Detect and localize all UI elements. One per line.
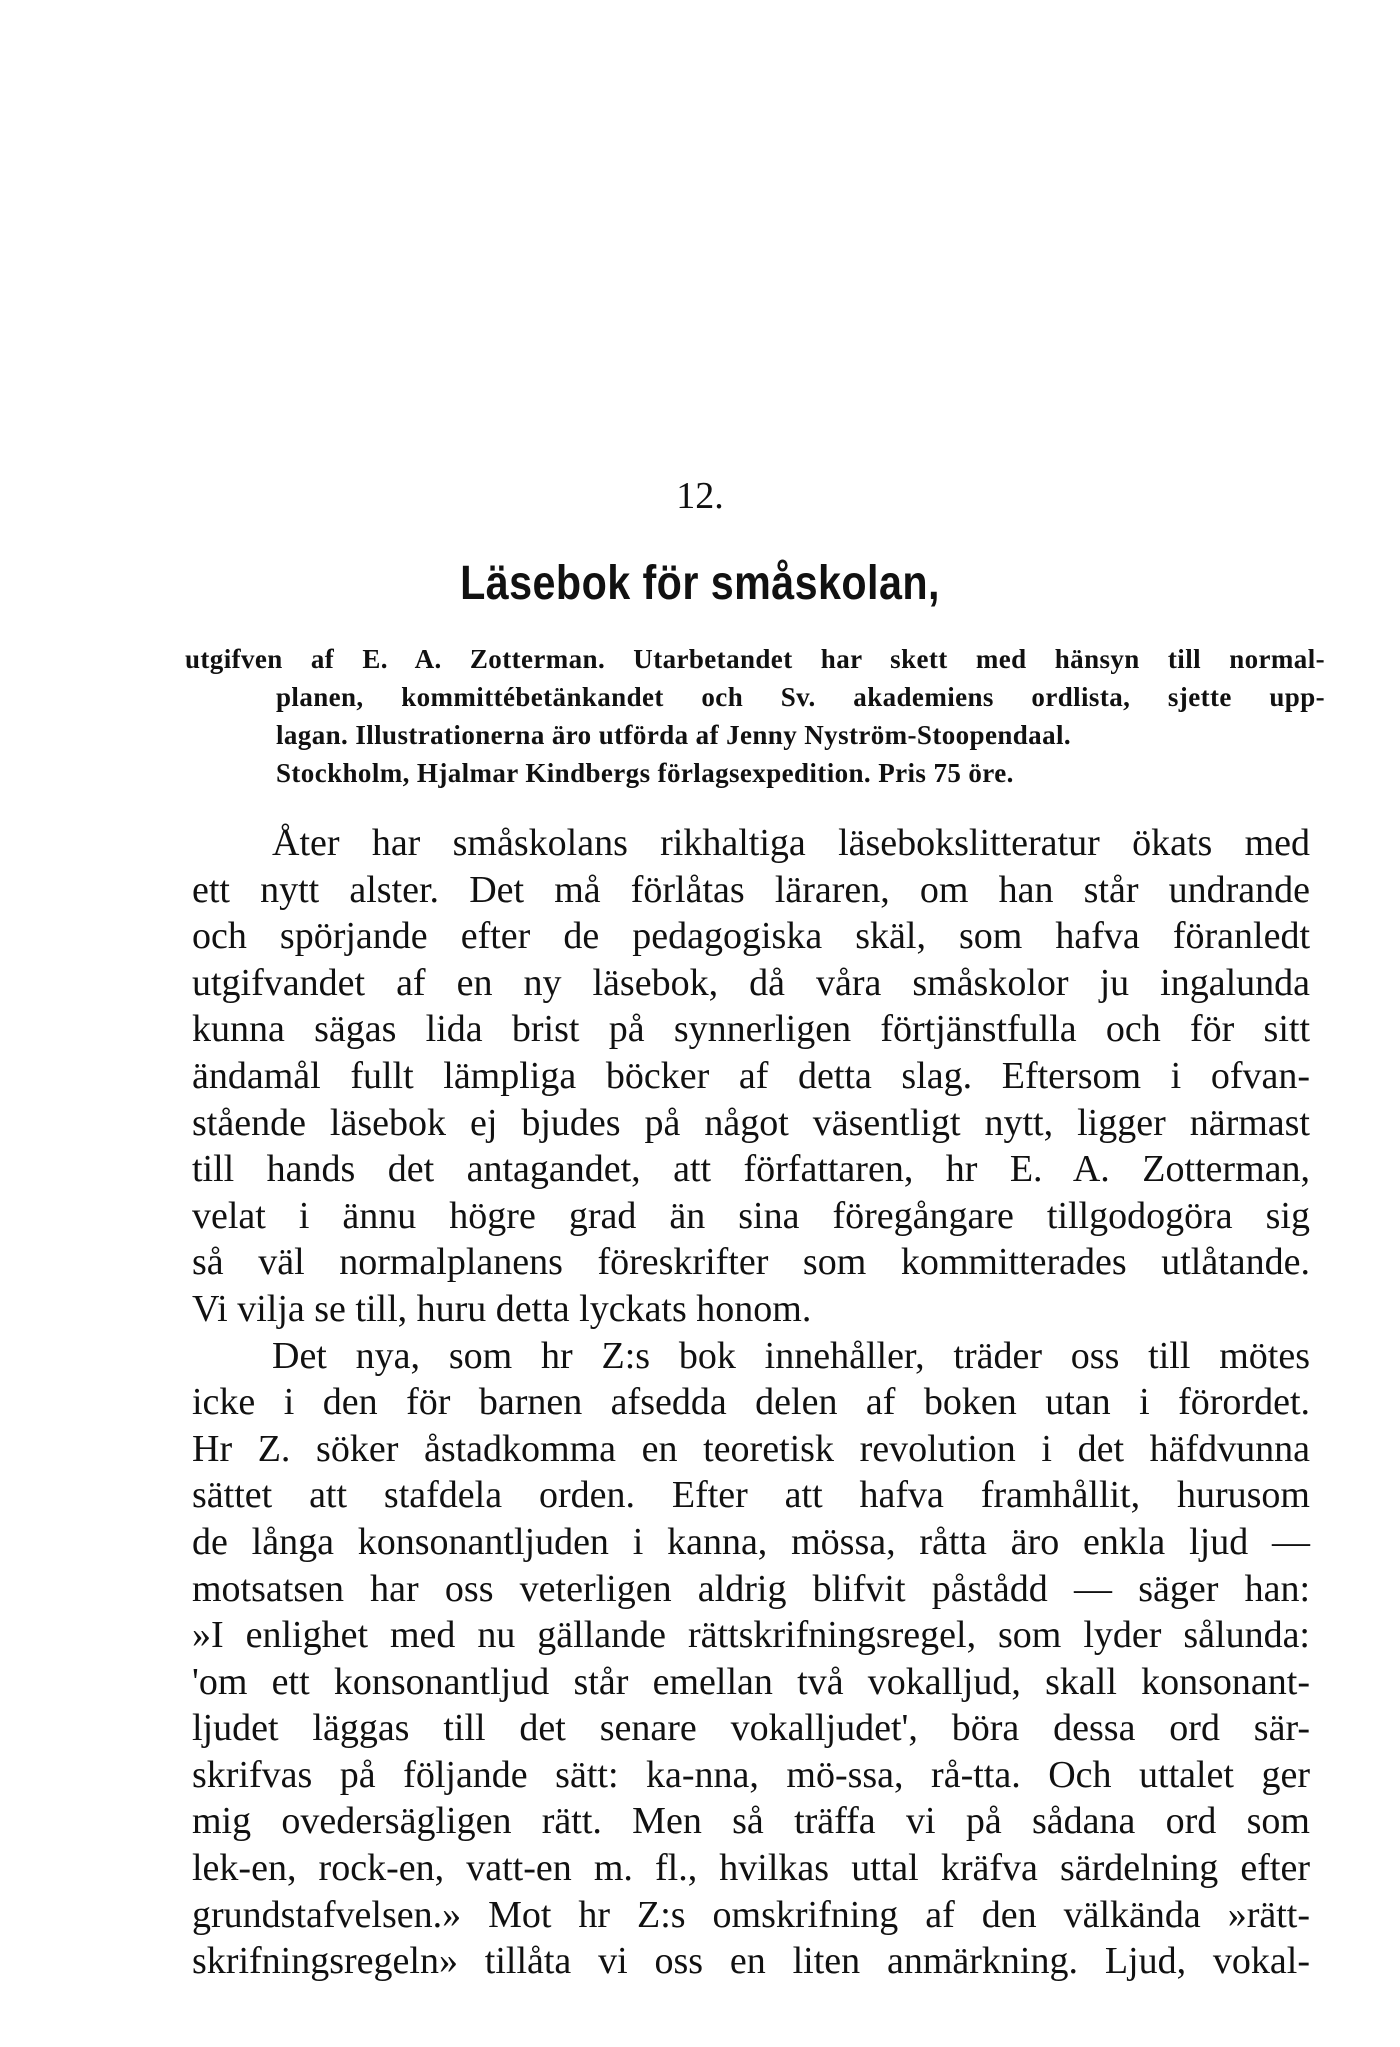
- bibliographic-entry: [185, 640, 1325, 792]
- body-line: skrifvas på följande sätt: ka-nna, mö-ssa, rå-tta. Och uttalet ger: [192, 1753, 1310, 1796]
- body-line: och spörjande efter de pedagogiska skäl, som hafva föranledt: [192, 915, 1310, 958]
- body-line: kunna sägas lida brist på synnerligen förtjänstfulla och för sitt: [192, 1008, 1310, 1051]
- body-line: mig ovedersägligen rätt. Men så träffa vi på sådana ord som: [192, 1800, 1310, 1843]
- body-line: skrifningsregeln» tillåta vi oss en liten anmärkning. Ljud, vokal-: [192, 1940, 1310, 1983]
- body-line: »I enlighet med nu gällande rättskrifningsregel, som lyder sålunda:: [192, 1614, 1310, 1657]
- body-line: icke i den för barnen afsedda delen af boken utan i förordet.: [192, 1381, 1310, 1424]
- review-title: Läsebok för småskolan,: [460, 557, 940, 610]
- body-line: stående läsebok ej bjudes på något väsentligt nytt, ligger närmast: [192, 1101, 1310, 1144]
- review-body: [192, 820, 1310, 1985]
- body-line: utgifvandet af en ny läsebok, då våra småskolor ju ingalunda: [192, 961, 1310, 1004]
- body-line: 'om ett konsonantljud står emellan två vokalljud, skall konsonant-: [192, 1660, 1310, 1703]
- body-line: så väl normalplanens föreskrifter som kommitterades utlåtande.: [192, 1241, 1310, 1284]
- body-line: velat i ännu högre grad än sina föregångare tillgodogöra sig: [192, 1194, 1310, 1237]
- body-line: motsatsen har oss veterligen aldrig blifvit påstådd — säger han:: [192, 1567, 1310, 1610]
- bibliography-line: utgifven af E. A. Zotterman. Utarbetandet har skett med hänsyn till normal-: [185, 644, 1325, 674]
- body-line: Åter har småskolans rikhaltiga läsebokslitteratur ökats med: [272, 822, 1310, 864]
- body-line: ljudet läggas till det senare vokalljudet', böra dessa ord sär-: [192, 1707, 1310, 1750]
- body-line: Vi vilja se till, huru detta lyckats honom.: [192, 1287, 812, 1330]
- body-line: de långa konsonantljuden i kanna, mössa, råtta äro enkla ljud —: [192, 1520, 1310, 1563]
- page-number: 12.: [676, 475, 724, 517]
- body-line: lek-en, rock-en, vatt-en m. fl., hvilkas uttal kräfva särdelning efter: [192, 1847, 1310, 1890]
- body-line: Det nya, som hr Z:s bok innehåller, träder oss till mötes: [272, 1334, 1310, 1377]
- body-line: till hands det antagandet, att författaren, hr E. A. Zotterman,: [192, 1148, 1310, 1191]
- bibliography-line: lagan. Illustrationerna äro utförda af Jenny Nyström-Stoopendaal.: [276, 720, 1072, 750]
- body-line: Hr Z. söker åstadkomma en teoretisk revolution i det häfdvunna: [192, 1427, 1310, 1470]
- body-line: sättet att stafdela orden. Efter att hafva framhållit, hurusom: [192, 1474, 1310, 1517]
- bibliography-line: planen, kommittébetänkandet och Sv. akademiens ordlista, sjette upp-: [276, 682, 1325, 712]
- body-line: ett nytt alster. Det må förlåtas läraren, om han står undrande: [192, 868, 1310, 911]
- body-line: grundstafvelsen.» Mot hr Z:s omskrifning af den välkända »rätt-: [192, 1893, 1310, 1936]
- bibliography-line: Stockholm, Hjalmar Kindbergs förlagsexpedition. Pris 75 öre.: [276, 758, 1014, 788]
- body-line: ändamål fullt lämpliga böcker af detta slag. Eftersom i ofvan-: [192, 1054, 1310, 1097]
